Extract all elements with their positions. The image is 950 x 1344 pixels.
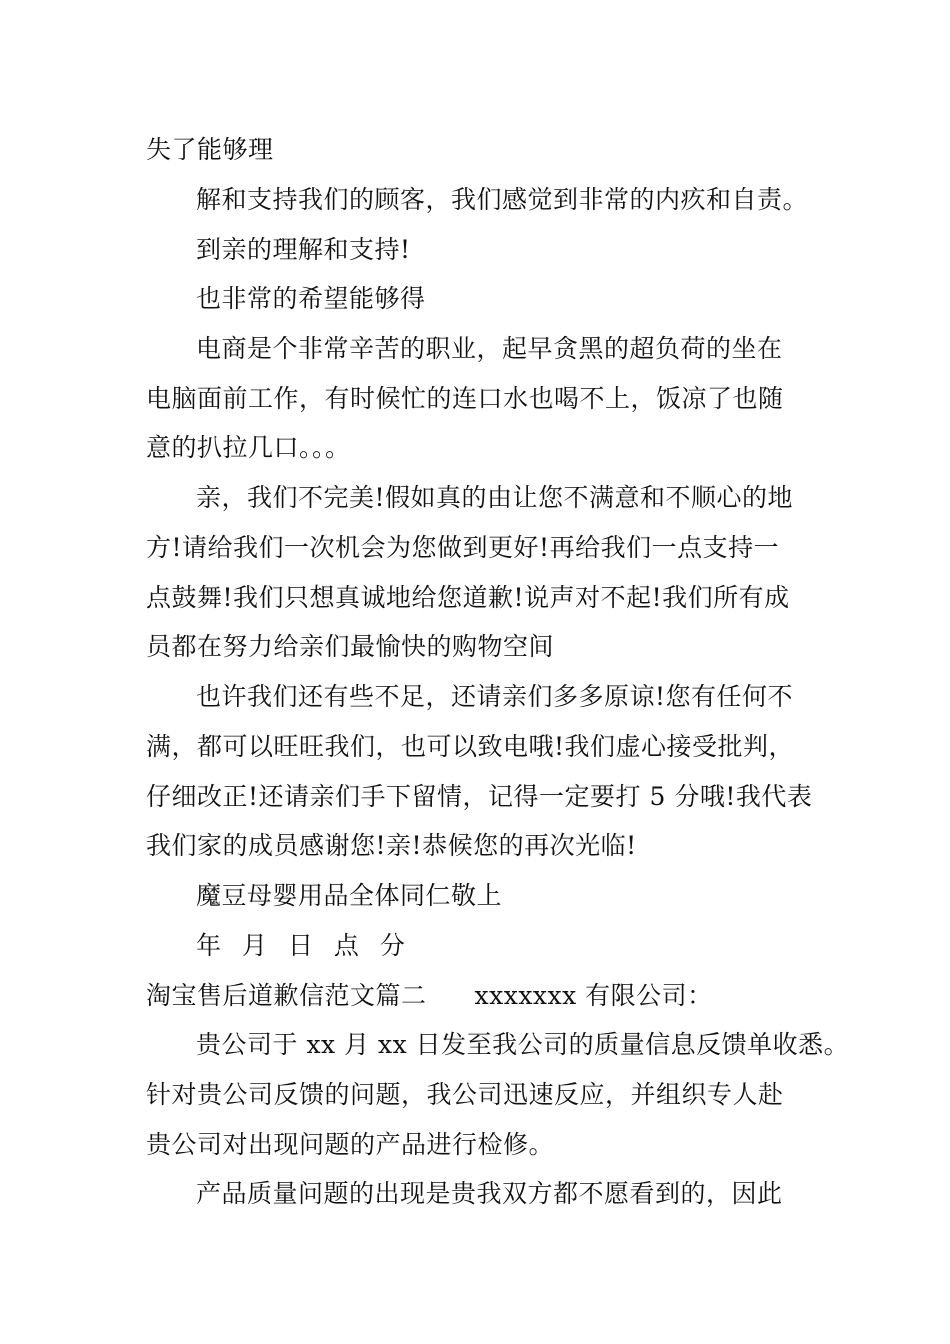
text-line: 贵公司对出现问题的产品进行检修。 xyxy=(146,1130,555,1159)
section-heading xyxy=(146,979,713,1013)
date-day: 日 xyxy=(287,931,314,960)
recipient: xxxxxxx 有限公司： xyxy=(474,981,713,1010)
text-line: 亲，我们不完美!假如真的由让您不满意和不顺心的地 xyxy=(196,483,794,512)
text-line: 意的扒拉几口。。。 xyxy=(146,433,351,462)
text-line: 也非常的希望能够得 xyxy=(196,284,426,313)
date-row xyxy=(196,929,417,963)
text-line: 满，都可以旺旺我们，也可以致电哦!我们虚心接受批判， xyxy=(146,732,795,761)
text-line: 点鼓舞!我们只想真诚地给您道歉!说声对不起!我们所有成 xyxy=(146,583,790,612)
section-title: 淘宝售后道歉信范文篇二 xyxy=(146,981,427,1010)
text-line: 仔细改正!还请亲们手下留情，记得一定要打 5 分哦!我代表 xyxy=(146,782,813,811)
text-line: 到亲的理解和支持! xyxy=(196,235,411,264)
text-line: 也许我们还有些不足，还请亲们多多原谅!您有任何不 xyxy=(196,682,794,711)
text-line: 失了能够理 xyxy=(146,135,274,164)
text-line: 方!请给我们一次机会为您做到更好!再给我们一点支持一 xyxy=(146,533,780,562)
date-month: 月 xyxy=(241,931,268,960)
text-line: 针对贵公司反馈的问题，我公司迅速反应，并组织专人赴 xyxy=(146,1080,784,1109)
date-minute: 分 xyxy=(379,931,406,960)
text-line: 解和支持我们的顾客，我们感觉到非常的内疚和自责。 xyxy=(196,185,809,214)
text-line: 员都在努力给亲们最愉快的购物空间 xyxy=(146,632,555,661)
date-hour: 点 xyxy=(333,931,360,960)
date-year: 年 xyxy=(196,931,222,960)
text-line: 电脑面前工作，有时候忙的连口水也喝不上，饭凉了也随 xyxy=(146,384,784,413)
text-line: 贵公司于 xx 月 xx 日发至我公司的质量信息反馈单收悉。 xyxy=(196,1030,850,1059)
text-line: 产品质量问题的出现是贵我双方都不愿看到的，因此 xyxy=(196,1179,783,1208)
signature-line: 魔豆母婴用品全体同仁敬上 xyxy=(196,881,503,910)
text-line: 我们家的成员感谢您!亲!恭候您的再次光临! xyxy=(146,831,637,860)
text-line: 电商是个非常辛苦的职业，起早贪黑的超负荷的坐在 xyxy=(196,334,783,363)
